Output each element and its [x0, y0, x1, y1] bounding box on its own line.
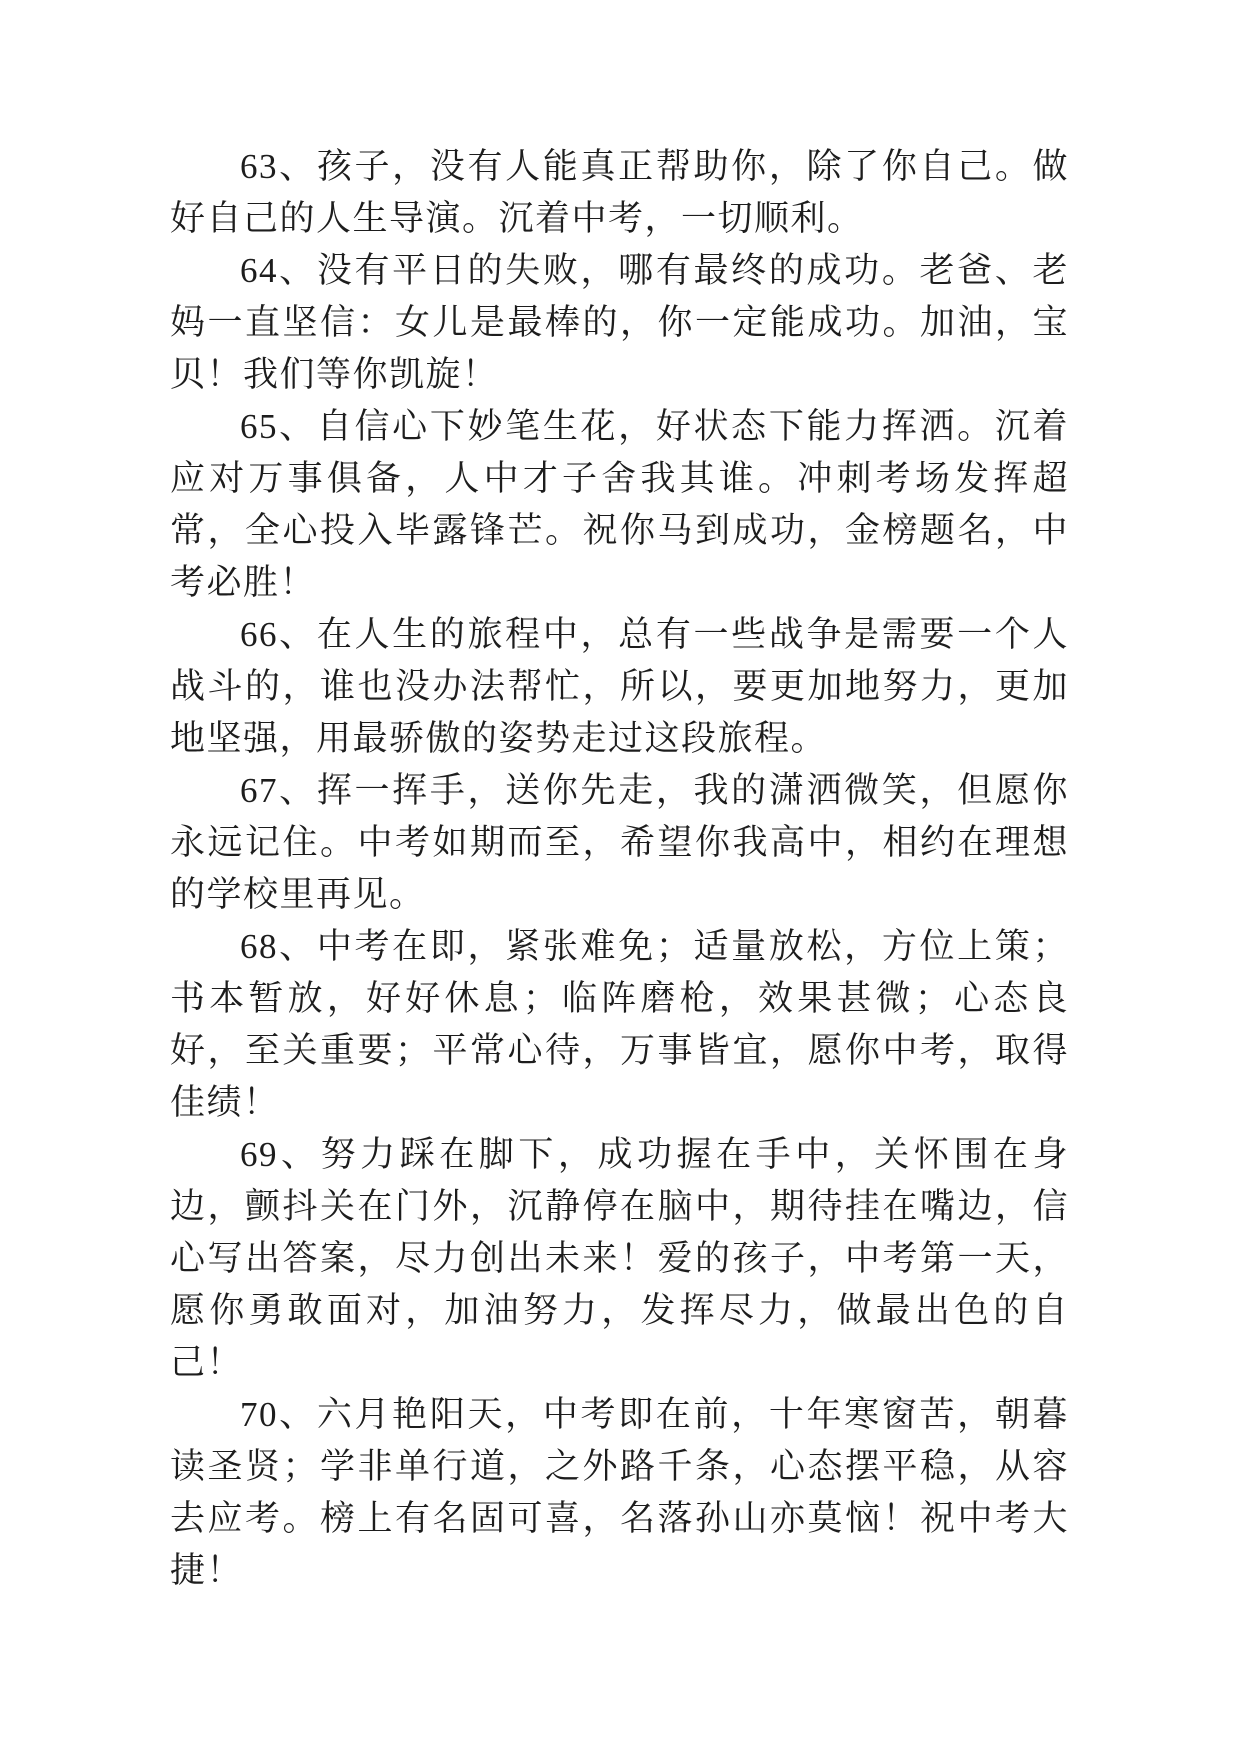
quote-paragraph-67: 67、挥一挥手，送你先走，我的潇洒微笑，但愿你永远记住。中考如期而至，希望你我高中，相约在理想的学校里再见。: [170, 771, 1069, 914]
quote-paragraph-66: 66、在人生的旅程中，总有一些战争是需要一个人战斗的，谁也没办法帮忙，所以，要更加地努力，更加地坚强，用最骄傲的姿势走过这段旅程。: [170, 615, 1069, 758]
quote-paragraph-63: 63、孩子，没有人能真正帮助你，除了你自己。做好自己的人生导演。沉着中考，一切顺利。: [170, 147, 1069, 238]
quote-paragraph-65: 65、自信心下妙笔生花，好状态下能力挥洒。沉着应对万事俱备，人中才子舍我其谁。冲刺考场发挥超常，全心投入毕露锋芒。祝你马到成功，金榜题名，中考必胜！: [170, 407, 1069, 602]
document-text-body: [170, 141, 1069, 1597]
quote-paragraph-68: 68、中考在即，紧张难免；适量放松，方位上策；书本暂放，好好休息；临阵磨枪，效果甚微；心态良好，至关重要；平常心待，万事皆宜，愿你中考，取得佳绩！: [170, 927, 1069, 1122]
quote-paragraph-69: 69、努力踩在脚下，成功握在手中，关怀围在身边，颤抖关在门外，沉静停在脑中，期待挂在嘴边，信心写出答案，尽力创出未来！爱的孩子，中考第一天，愿你勇敢面对，加油努力，发挥尽力，做最出色的自己！: [170, 1135, 1069, 1382]
quote-paragraph-70: 70、六月艳阳天，中考即在前，十年寒窗苦，朝暮读圣贤；学非单行道，之外路千条，心态摆平稳，从容去应考。榜上有名固可喜，名落孙山亦莫恼！祝中考大捷！: [170, 1395, 1069, 1590]
quote-paragraph-64: 64、没有平日的失败，哪有最终的成功。老爸、老妈一直坚信：女儿是最棒的，你一定能成功。加油，宝贝！我们等你凯旋！: [170, 251, 1069, 394]
